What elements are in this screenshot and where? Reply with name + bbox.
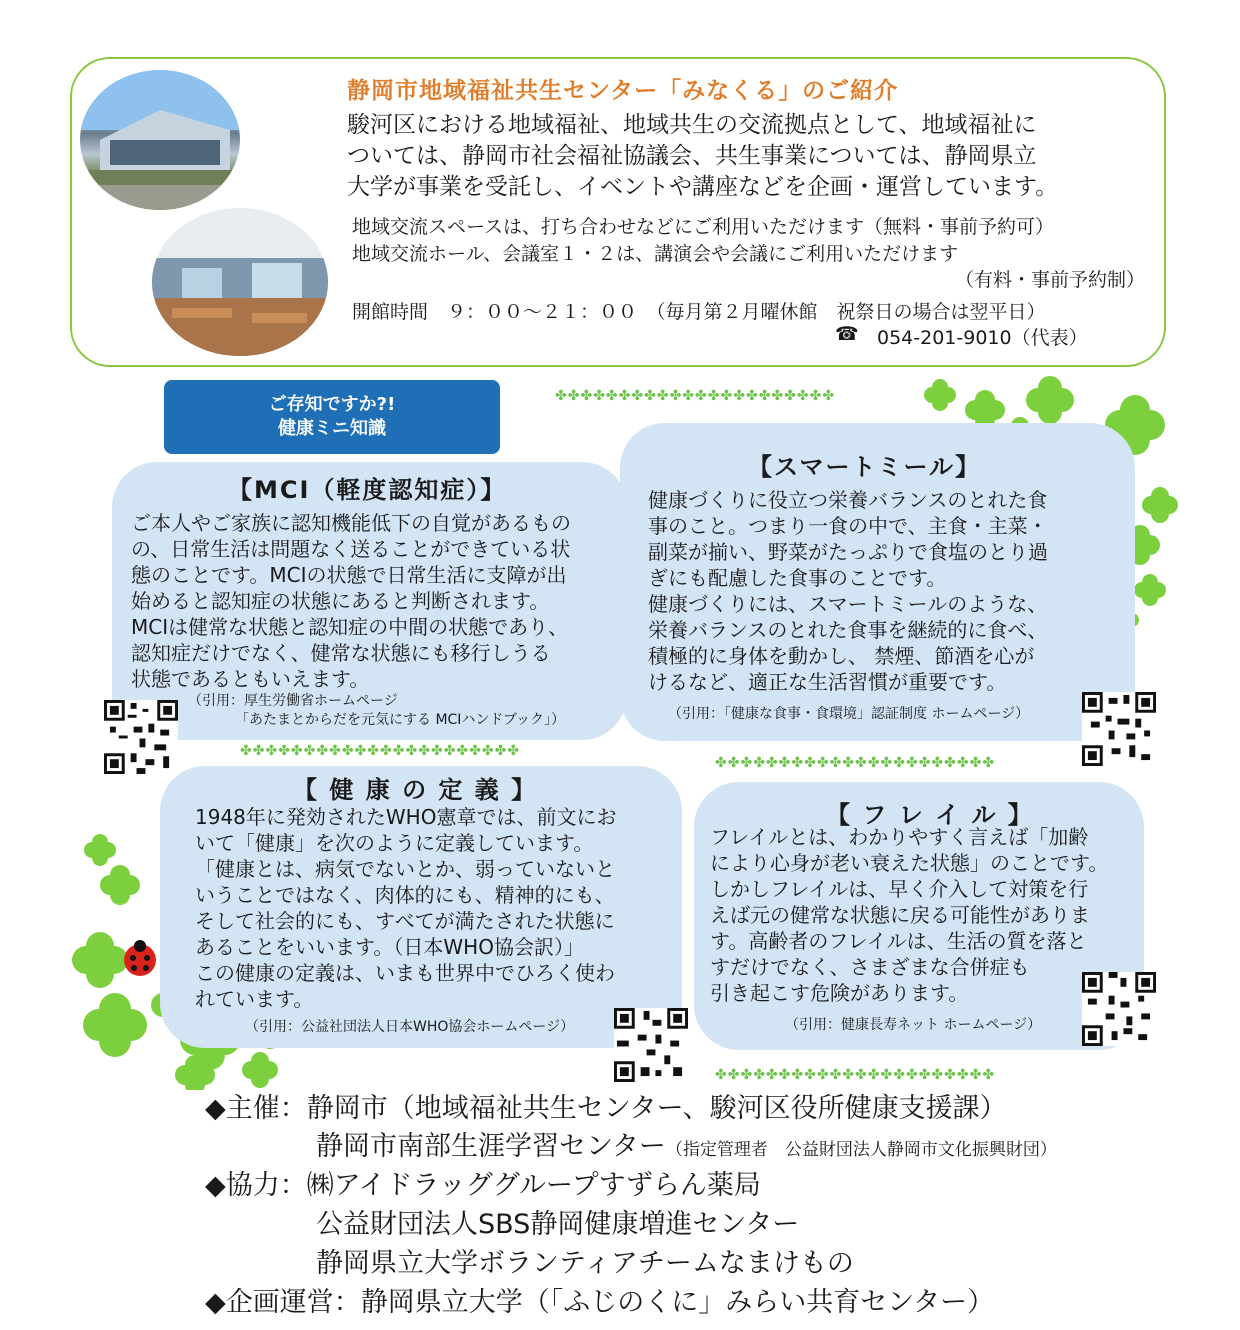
- clover-divider-mid-right: ✤✤✤✤✤✤✤✤✤✤✤✤✤✤✤✤✤✤✤✤✤✤: [715, 755, 996, 771]
- qr-code-smart-meal[interactable]: [1082, 692, 1156, 766]
- mci-line-7: 状態であるともいえます。: [131, 667, 370, 691]
- frailty-line-2: により心身が老い衰えた状態」のことです。: [710, 851, 1109, 875]
- planning-line: ◆企画運営：静岡県立大学（「ふじのくに」みらい共育センター）: [205, 1287, 995, 1318]
- health-line-8: れています。: [195, 987, 314, 1011]
- organizer-line-2-main: 静岡市南部生涯学習センター: [316, 1131, 666, 1162]
- clover-divider-bottom: ✤✤✤✤✤✤✤✤✤✤✤✤✤✤✤✤✤✤✤✤✤✤: [715, 1067, 996, 1083]
- phone-number: 054-201-9010（代表）: [877, 327, 1088, 349]
- health-line-2: いて「健康」を次のように定義しています。: [195, 831, 594, 855]
- smart-meal-title: 【スマートミール】: [748, 453, 982, 481]
- smart-meal-line-6: 栄養バランスのとれた食事を継続的に食べ、: [648, 618, 1048, 642]
- space-info-line-3: （有料・事前予約制）: [955, 269, 1146, 291]
- health-tips-badge: [164, 380, 500, 454]
- health-line-6: あることをいいます。（日本WHO協会訳）」: [195, 935, 584, 959]
- qr-code-frailty[interactable]: [1082, 972, 1156, 1046]
- frailty-line-7: 引き起こす危険があります。: [710, 981, 969, 1005]
- mci-line-5: MCIは健常な状態と認知症の中間の状態であり、: [131, 615, 569, 639]
- cooperation-line-2: 公益財団法人SBS静岡健康増進センター: [316, 1209, 800, 1240]
- frailty-line-1: フレイルとは、わかりやすく言えば「加齢: [710, 825, 1089, 849]
- space-info-line-1: 地域交流スペースは、打ち合わせなどにご利用いただけます（無料・事前予約可）: [352, 216, 1055, 238]
- phone-icon: ☎: [835, 323, 859, 345]
- frailty-title: 【 フ レ イ ル 】: [826, 801, 1034, 829]
- health-definition-title: 【 健 康 の 定 義 】: [293, 776, 538, 804]
- smart-meal-line-3: 副菜が揃い、野菜がたっぷりで食塩のとり過: [648, 540, 1048, 564]
- health-line-4: いうことではなく、肉体的にも、精神的にも、: [195, 883, 615, 907]
- mci-title: 【MCI（軽度認知症）】: [228, 476, 507, 504]
- badge-line-1: ご存知ですか?!: [268, 394, 396, 415]
- health-line-5: そして社会的にも、すべてが満たされた状態に: [195, 909, 615, 933]
- organizer-line-2-note: （指定管理者 公益財団法人静岡市文化振興財団）: [665, 1140, 1057, 1160]
- organizer-line-2: [316, 1128, 1057, 1169]
- space-info-line-2: 地域交流ホール、会議室１・２は、講演会や会議にご利用いただけます: [352, 243, 959, 265]
- opening-hours: 開館時間 ９：００～２１：００ （毎月第２月曜休館 祝祭日の場合は翌平日）: [352, 301, 1046, 323]
- interior-photo: [152, 208, 328, 356]
- mci-line-6: 認知症だけでなく、健常な状態にも移行しうる: [131, 641, 551, 665]
- intro-body-line-1: 駿河区における地域福祉、地域共生の交流拠点として、地域福祉に: [347, 112, 1037, 138]
- mci-citation-2: 「あたまとからだを元気にする MCIハンドブック」）: [235, 712, 566, 728]
- smart-meal-line-8: けるなど、適正な生活習慣が重要です。: [648, 670, 1007, 694]
- smart-meal-line-1: 健康づくりに役立つ栄養バランスのとれた食: [648, 488, 1048, 512]
- intro-body-line-2: ついては、静岡市社会福祉協議会、共生事業については、静岡県立: [347, 143, 1037, 169]
- clover-divider-mid-left: ✤✤✤✤✤✤✤✤✤✤✤✤✤✤✤✤✤✤✤✤✤✤: [240, 743, 521, 759]
- mci-line-4: 始めると認知症の状態にあると判断されます。: [131, 589, 550, 613]
- health-line-7: この健康の定義は、いまも世界中でひろく使わ: [195, 961, 615, 985]
- building-photo: [80, 70, 240, 210]
- organizer-line: ◆主催：静岡市（地域福祉共生センター、駿河区役所健康支援課）: [205, 1093, 1007, 1124]
- mci-citation-1: （引用：厚生労働省ホームページ: [188, 693, 398, 709]
- smart-meal-line-5: 健康づくりには、スマートミールのような、: [648, 592, 1048, 616]
- health-line-3: 「健康とは、病気でないとか、弱っていないと: [195, 857, 615, 881]
- mci-line-3: 態のことです。MCIの状態で日常生活に支障が出: [131, 563, 567, 587]
- intro-title: 静岡市地域福祉共生センター「みなくる」のご紹介: [347, 78, 899, 104]
- mci-line-1: ご本人やご家族に認知機能低下の自覚があるもの: [131, 511, 571, 535]
- health-citation: （引用：公益社団法人日本WHO協会ホームページ）: [245, 1019, 575, 1035]
- qr-code-mci[interactable]: [104, 700, 178, 774]
- mci-line-2: の、日常生活は問題なく送ることができている状: [131, 537, 571, 561]
- smart-meal-line-7: 積極的に身体を動かし、 禁煙、節酒を心が: [648, 644, 1035, 668]
- frailty-citation: （引用：健康長寿ネット ホームページ）: [785, 1017, 1042, 1033]
- frailty-line-5: す。高齢者のフレイルは、生活の質を落と: [710, 929, 1087, 953]
- frailty-line-4: えば元の健常な状態に戻る可能性がありま: [710, 903, 1090, 927]
- ladybug-icon: [124, 940, 156, 976]
- cooperation-line-3: 静岡県立大学ボランティアチームなまけもの: [316, 1248, 854, 1279]
- clover-divider-top: ✤✤✤✤✤✤✤✤✤✤✤✤✤✤✤✤✤✤✤✤✤✤: [555, 388, 836, 404]
- frailty-line-6: すだけでなく、さまざまな合併症も: [710, 955, 1030, 979]
- frailty-line-3: しかしフレイルは、早く介入して対策を行: [710, 877, 1089, 901]
- smart-meal-line-2: 事のこと。つまり一食の中で、主食・主菜・: [648, 514, 1048, 538]
- smart-meal-citation: （引用：「健康な食事・食環境」認証制度 ホームページ）: [668, 706, 1030, 722]
- badge-line-2: 健康ミニ知識: [278, 418, 386, 439]
- cooperation-line: ◆協力：㈱アイドラッググループすずらん薬局: [205, 1170, 761, 1201]
- qr-code-health-definition[interactable]: [614, 1008, 688, 1082]
- smart-meal-line-4: ぎにも配慮した食事のことです。: [648, 566, 947, 590]
- intro-body-line-3: 大学が事業を受託し、イベントや講座などを企画・運営しています。: [347, 174, 1059, 200]
- health-line-1: 1948年に発効されたWHO憲章では、前文にお: [195, 805, 617, 829]
